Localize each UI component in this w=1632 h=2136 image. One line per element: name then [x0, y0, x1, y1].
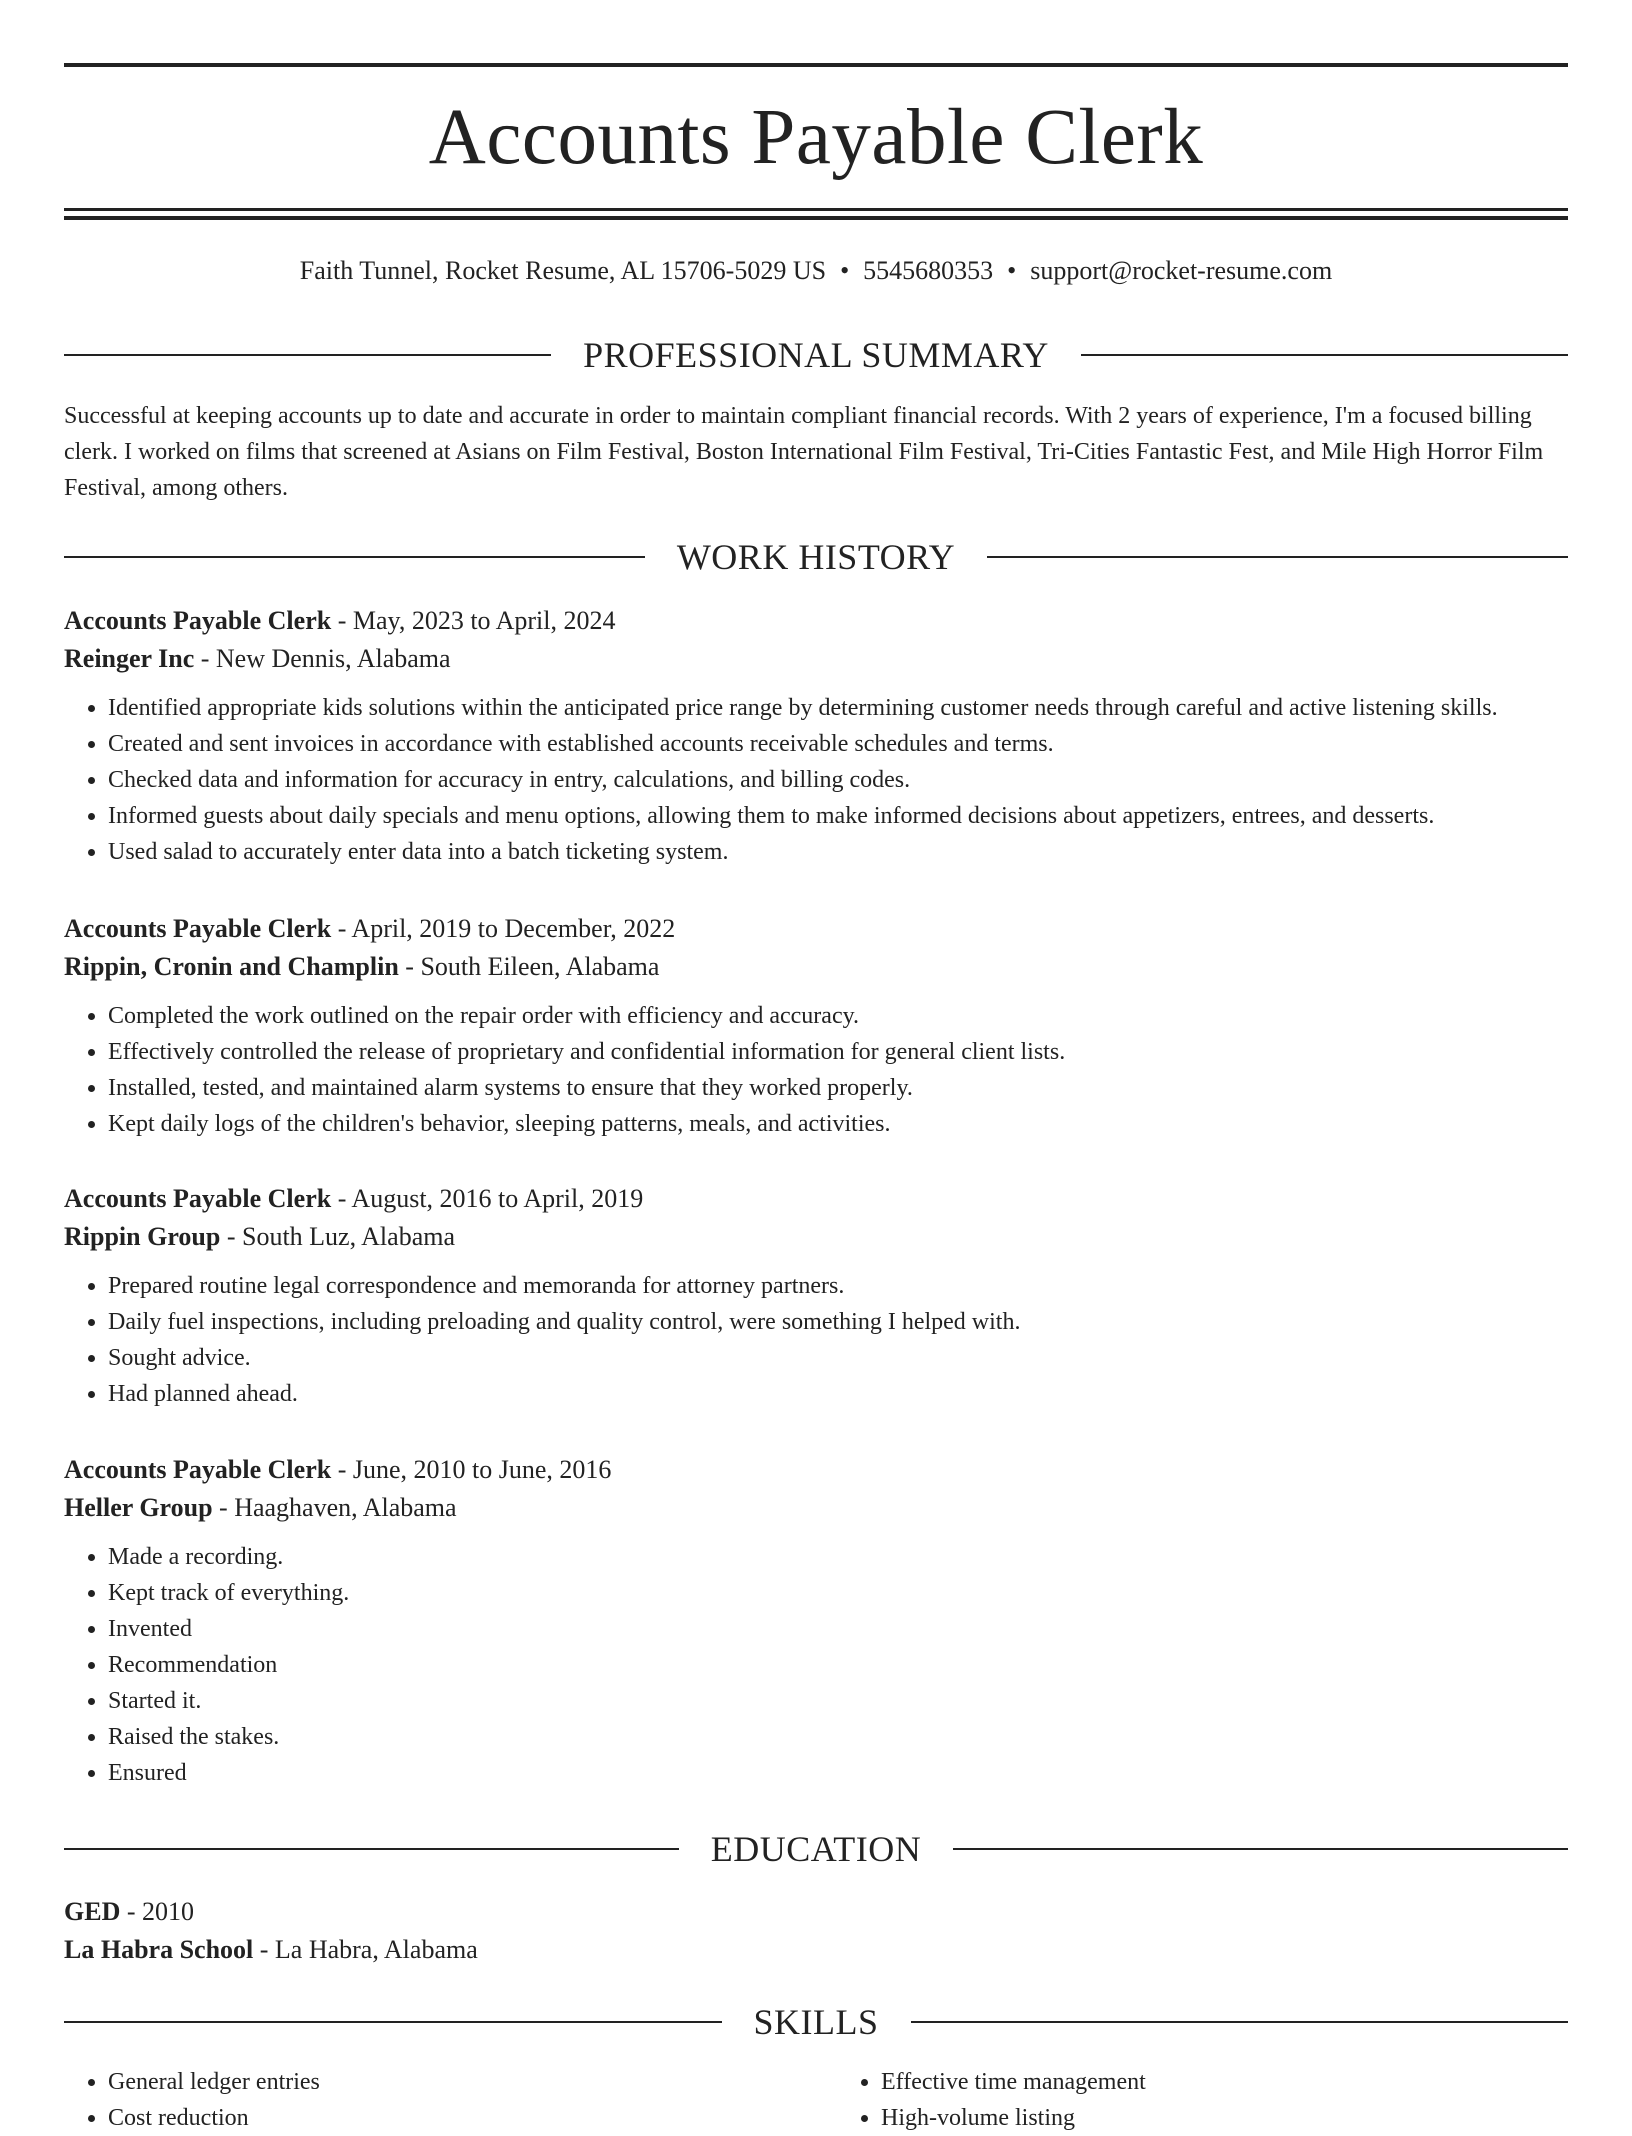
list-item: • Identified appropriate kids solutions within the anticipated price range by determining customer needs through careful and active listening skills. — [108, 690, 1568, 726]
job-company-line — [64, 1489, 1568, 1527]
section-heading-summary — [64, 335, 1568, 375]
section-title: PROFESSIONAL SUMMARY — [583, 335, 1049, 375]
job-company-line — [64, 948, 1568, 986]
list-item: • Created and sent invoices in accordance with established accounts receivable schedules and terms. — [108, 726, 1568, 762]
education-year: - 2010 — [120, 1897, 195, 1926]
list-item: • Effective time management — [881, 2064, 1568, 2100]
job-title-line — [64, 602, 1568, 640]
title-underline-thin — [64, 208, 1568, 211]
job-dates: - April, 2019 to December, 2022 — [331, 914, 676, 943]
section-heading-skills — [64, 2002, 1568, 2042]
job-entry — [64, 602, 1568, 870]
heading-rule — [64, 1848, 679, 1850]
job-title-line — [64, 1180, 1568, 1218]
job-entry — [64, 1451, 1568, 1791]
education-school: La Habra School — [64, 1935, 254, 1964]
job-dates: - May, 2023 to April, 2024 — [331, 606, 616, 635]
contact-address: Faith Tunnel, Rocket Resume, AL 15706-5029 US — [299, 256, 827, 285]
job-title: Accounts Payable Clerk — [64, 1455, 332, 1484]
job-entry — [64, 1180, 1568, 1412]
job-bullets — [64, 690, 1568, 870]
list-item: • Recommendation — [108, 1647, 1568, 1683]
skills-column-left — [64, 2064, 795, 2136]
list-item: • Kept track of everything. — [108, 1575, 1568, 1611]
heading-rule — [64, 2021, 722, 2023]
education-location: - La Habra, Alabama — [253, 1935, 478, 1964]
list-item: • Installed, tested, and maintained alarm systems to ensure that they worked properly. — [108, 1070, 1568, 1106]
title-underline-thick — [64, 216, 1568, 220]
list-item: • Started it. — [108, 1683, 1568, 1719]
heading-rule — [911, 2021, 1569, 2023]
list-item: • Had planned ahead. — [108, 1376, 1568, 1412]
list-item: • Kept daily logs of the children's behavior, sleeping patterns, meals, and activities. — [108, 1106, 1568, 1142]
job-company: Rippin Group — [64, 1222, 221, 1251]
job-title: Accounts Payable Clerk — [64, 914, 332, 943]
job-title: Accounts Payable Clerk — [64, 1184, 332, 1213]
job-title-line — [64, 1451, 1568, 1489]
list-item: • Made a recording. — [108, 1539, 1568, 1575]
job-location: - Haaghaven, Alabama — [212, 1493, 457, 1522]
list-item: • Effectively controlled the release of proprietary and confidential information for general client lists. — [108, 1034, 1568, 1070]
contact-separator: • — [1007, 256, 1017, 285]
job-entry — [64, 910, 1568, 1142]
job-title-line — [64, 910, 1568, 948]
list-item: • Invented — [108, 1611, 1568, 1647]
job-bullets — [64, 1268, 1568, 1412]
list-item: • High-volume listing — [881, 2100, 1568, 2136]
heading-rule — [64, 556, 645, 558]
heading-rule — [64, 354, 551, 356]
list-item: • Completed the work outlined on the repair order with efficiency and accuracy. — [108, 998, 1568, 1034]
skills-column-right — [837, 2064, 1568, 2136]
resume-title: Accounts Payable Clerk — [428, 94, 1204, 181]
job-bullets — [64, 998, 1568, 1142]
education-degree-line — [64, 1893, 1568, 1931]
section-heading-work — [64, 537, 1568, 577]
list-item: • Informed guests about daily specials and menu options, allowing them to make informed decisions about appetizers, entrees, and desserts. — [108, 798, 1568, 834]
job-company-line — [64, 640, 1568, 678]
job-location: - South Eileen, Alabama — [398, 952, 660, 981]
job-location: - New Dennis, Alabama — [194, 644, 451, 673]
education-school-line — [64, 1931, 1568, 1969]
job-dates: - August, 2016 to April, 2019 — [331, 1184, 644, 1213]
job-title: Accounts Payable Clerk — [64, 606, 332, 635]
summary-text: Successful at keeping accounts up to date and accurate in order to maintain compliant financial records. With 2 years of experience, I'm a focused billing clerk. I worked on films that screened at Asians on Film Festival, Boston International Film Festival, Tri-Cities Fantastic Fest, and Mile High Horror Film Festival, among others. — [64, 403, 1544, 501]
section-heading-education — [64, 1829, 1568, 1869]
top-rule — [64, 63, 1568, 67]
contact-separator: • — [840, 256, 850, 285]
list-item: • Cost reduction — [108, 2100, 795, 2136]
job-bullets — [64, 1539, 1568, 1791]
list-item: • Prepared routine legal correspondence and memoranda for attorney partners. — [108, 1268, 1568, 1304]
heading-rule — [1081, 354, 1568, 356]
contact-phone: 5545680353 — [863, 256, 994, 285]
education-entry — [64, 1893, 1568, 1969]
heading-rule — [987, 556, 1568, 558]
contact-line — [64, 253, 1568, 289]
skills-list — [64, 2064, 1568, 2136]
job-company-line — [64, 1218, 1568, 1256]
list-item: • Checked data and information for accuracy in entry, calculations, and billing codes. — [108, 762, 1568, 798]
section-title: WORK HISTORY — [676, 537, 956, 577]
job-location: - South Luz, Alabama — [220, 1222, 456, 1251]
list-item: • Daily fuel inspections, including preloading and quality control, were something I helped with. — [108, 1304, 1568, 1340]
heading-rule — [953, 1848, 1568, 1850]
list-item: • Sought advice. — [108, 1340, 1568, 1376]
list-item: • Used salad to accurately enter data into a batch ticketing system. — [108, 834, 1568, 870]
section-title: EDUCATION — [710, 1829, 922, 1869]
education-degree: GED — [64, 1897, 121, 1926]
list-item: • General ledger entries — [108, 2064, 795, 2100]
job-company: Reinger Inc — [64, 644, 195, 673]
job-company: Rippin, Cronin and Champlin — [64, 952, 399, 981]
job-company: Heller Group — [64, 1493, 213, 1522]
section-title: SKILLS — [753, 2002, 879, 2042]
list-item: • Raised the stakes. — [108, 1719, 1568, 1755]
job-dates: - June, 2010 to June, 2016 — [331, 1455, 612, 1484]
contact-email[interactable]: support@rocket-resume.com — [1030, 256, 1333, 285]
list-item: • Ensured — [108, 1755, 1568, 1791]
